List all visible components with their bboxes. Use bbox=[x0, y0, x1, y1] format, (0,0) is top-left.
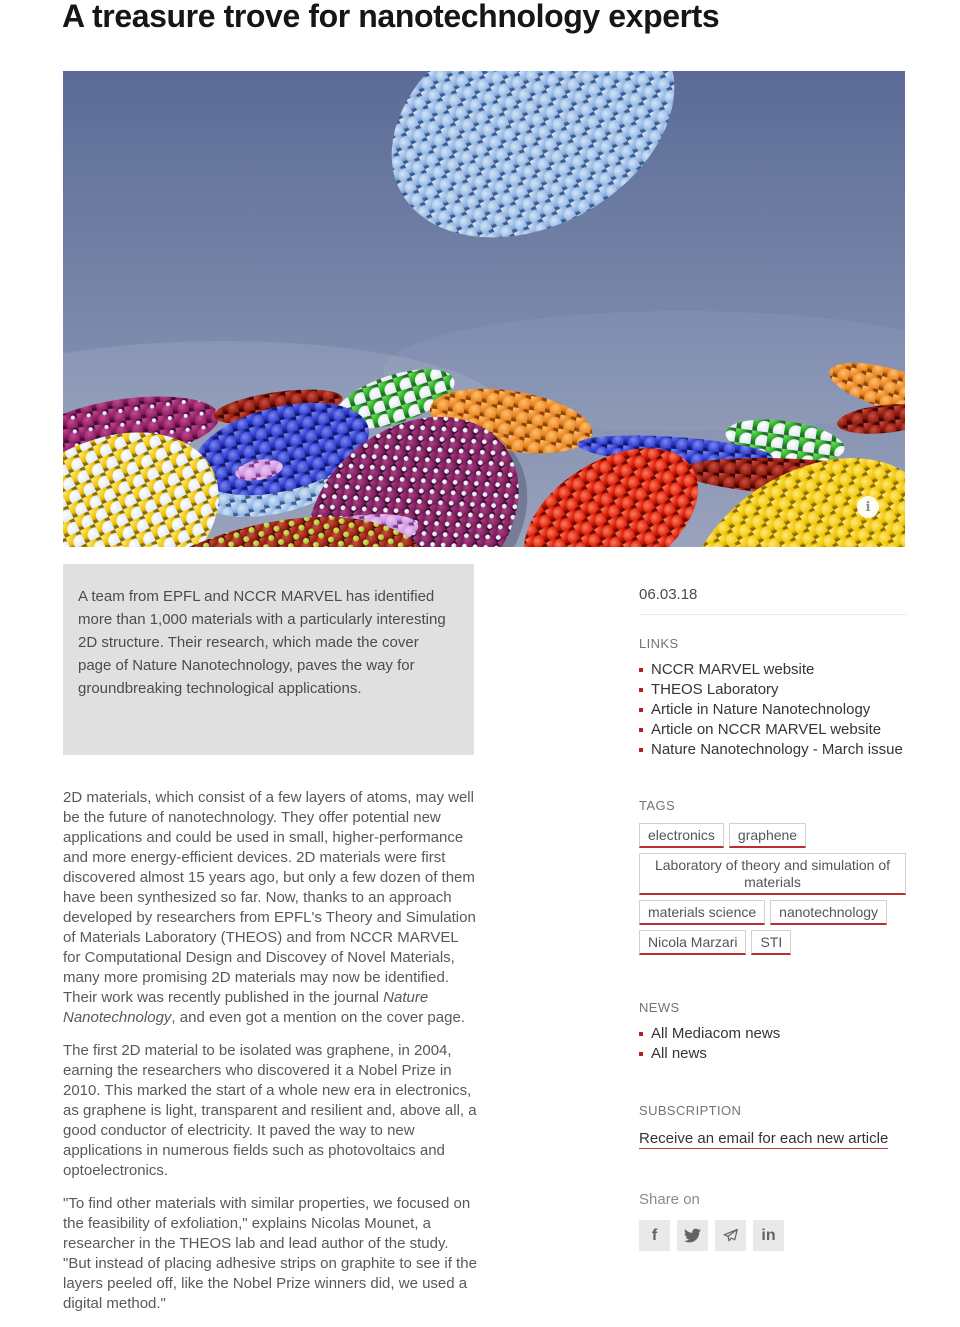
article-summary-text: A team from EPFL and NCCR MARVEL has identified more than 1,000 materials with a particularly interesting 2D structure. Their research, which made the cover page of Nature Nanotechnology, paves the way for groundbreaking technological applications. bbox=[78, 588, 446, 697]
tags-heading: TAGS bbox=[639, 798, 676, 813]
tag-sti[interactable]: STI bbox=[751, 930, 791, 955]
link-theos-laboratory[interactable]: THEOS Laboratory bbox=[639, 680, 906, 700]
article-paragraph-1 bbox=[63, 788, 477, 1028]
article-body bbox=[63, 788, 477, 1327]
tag-materials-science[interactable]: materials science bbox=[639, 900, 765, 925]
link-all-news[interactable]: All news bbox=[639, 1044, 906, 1064]
twitter-icon bbox=[684, 1227, 701, 1244]
paragraph-text: , and even got a mention on the cover page. bbox=[171, 1009, 465, 1026]
share-send-button[interactable] bbox=[715, 1220, 746, 1251]
tag-nanotechnology[interactable]: nanotechnology bbox=[770, 900, 887, 925]
tags-list bbox=[639, 823, 906, 955]
share-twitter-button[interactable] bbox=[677, 1220, 708, 1251]
paragraph-text: 2D materials, which consist of a few layers of atoms, may well be the future of nanotechnology. They offer potential new applications and could be used in small, higher-performance and more energy-efficient devices. 2D materials were first discovered almost 15 years ago, but only a few dozen of them have been synthesized so far. Now, thanks to an approach developed by researchers from EPFL's Theory and Simulation of Materials Laboratory (THEOS) and from NCCR MARVEL for Computational Design and Discovey of Novel Materials, many more promising 2D materials may now be identified. Their work was recently published in the journal bbox=[63, 789, 476, 1006]
image-info-button[interactable]: i bbox=[857, 496, 879, 518]
news-heading: NEWS bbox=[639, 1000, 680, 1015]
link-nature-march-issue[interactable]: Nature Nanotechnology - March issue bbox=[639, 740, 906, 760]
subscription-link[interactable]: Receive an email for each new article bbox=[639, 1130, 889, 1147]
sidebar bbox=[639, 586, 906, 1251]
tag-graphene[interactable]: graphene bbox=[729, 823, 806, 848]
subscription-heading: SUBSCRIPTION bbox=[639, 1103, 742, 1118]
divider bbox=[639, 614, 906, 615]
link-article-nature-nanotechnology[interactable]: Article in Nature Nanotechnology bbox=[639, 700, 906, 720]
share-linkedin-button[interactable] bbox=[753, 1220, 784, 1251]
links-heading: LINKS bbox=[639, 636, 679, 651]
facebook-icon: f bbox=[651, 1226, 658, 1244]
link-all-mediacom-news[interactable]: All Mediacom news bbox=[639, 1024, 906, 1044]
hero-illustration bbox=[63, 71, 905, 547]
page-title: A treasure trove for nanotechnology experts bbox=[62, 0, 720, 34]
share-facebook-button[interactable] bbox=[639, 1220, 670, 1251]
article-paragraph-3: "To find other materials with similar properties, we focused on the feasibility of exfoliation," explains Nicolas Mounet, a researcher in the THEOS lab and lead author of the study. "But instead of placing adhesive strips on graphite to see if the layers peeled off, like the Nobel Prize winners did, we used a digital method." bbox=[63, 1195, 477, 1312]
article-paragraph-2: The first 2D material to be isolated was graphene, in 2004, earning the researchers who discovered it a Nobel Prize in 2010. This marked the start of a whole new era in electronics, as graphene is light, transparent and resilient and, above all, a good conductor of electricity. It paved the way to new applications in numerous fields such as photovoltaics and optoelectronics. bbox=[63, 1042, 477, 1179]
tag-electronics[interactable]: electronics bbox=[639, 823, 724, 848]
linkedin-icon: in bbox=[761, 1226, 776, 1244]
tag-laboratory-theory-simulation[interactable]: Laboratory of theory and simulation of materials bbox=[639, 853, 906, 895]
share-on-label: Share on bbox=[639, 1191, 700, 1208]
news-list bbox=[639, 1024, 906, 1064]
paper-plane-icon bbox=[722, 1227, 739, 1244]
hero-image bbox=[63, 71, 905, 547]
tag-nicola-marzari[interactable]: Nicola Marzari bbox=[639, 930, 746, 955]
link-nccr-marvel-website[interactable]: NCCR MARVEL website bbox=[639, 660, 906, 680]
publish-date: 06.03.18 bbox=[639, 586, 698, 603]
article-summary-box bbox=[63, 564, 474, 755]
links-list bbox=[639, 660, 906, 760]
journal-name-italic: Nature Nanotechnology bbox=[63, 989, 429, 1026]
link-article-nccr-marvel[interactable]: Article on NCCR MARVEL website bbox=[639, 720, 906, 740]
share-buttons bbox=[639, 1220, 906, 1251]
